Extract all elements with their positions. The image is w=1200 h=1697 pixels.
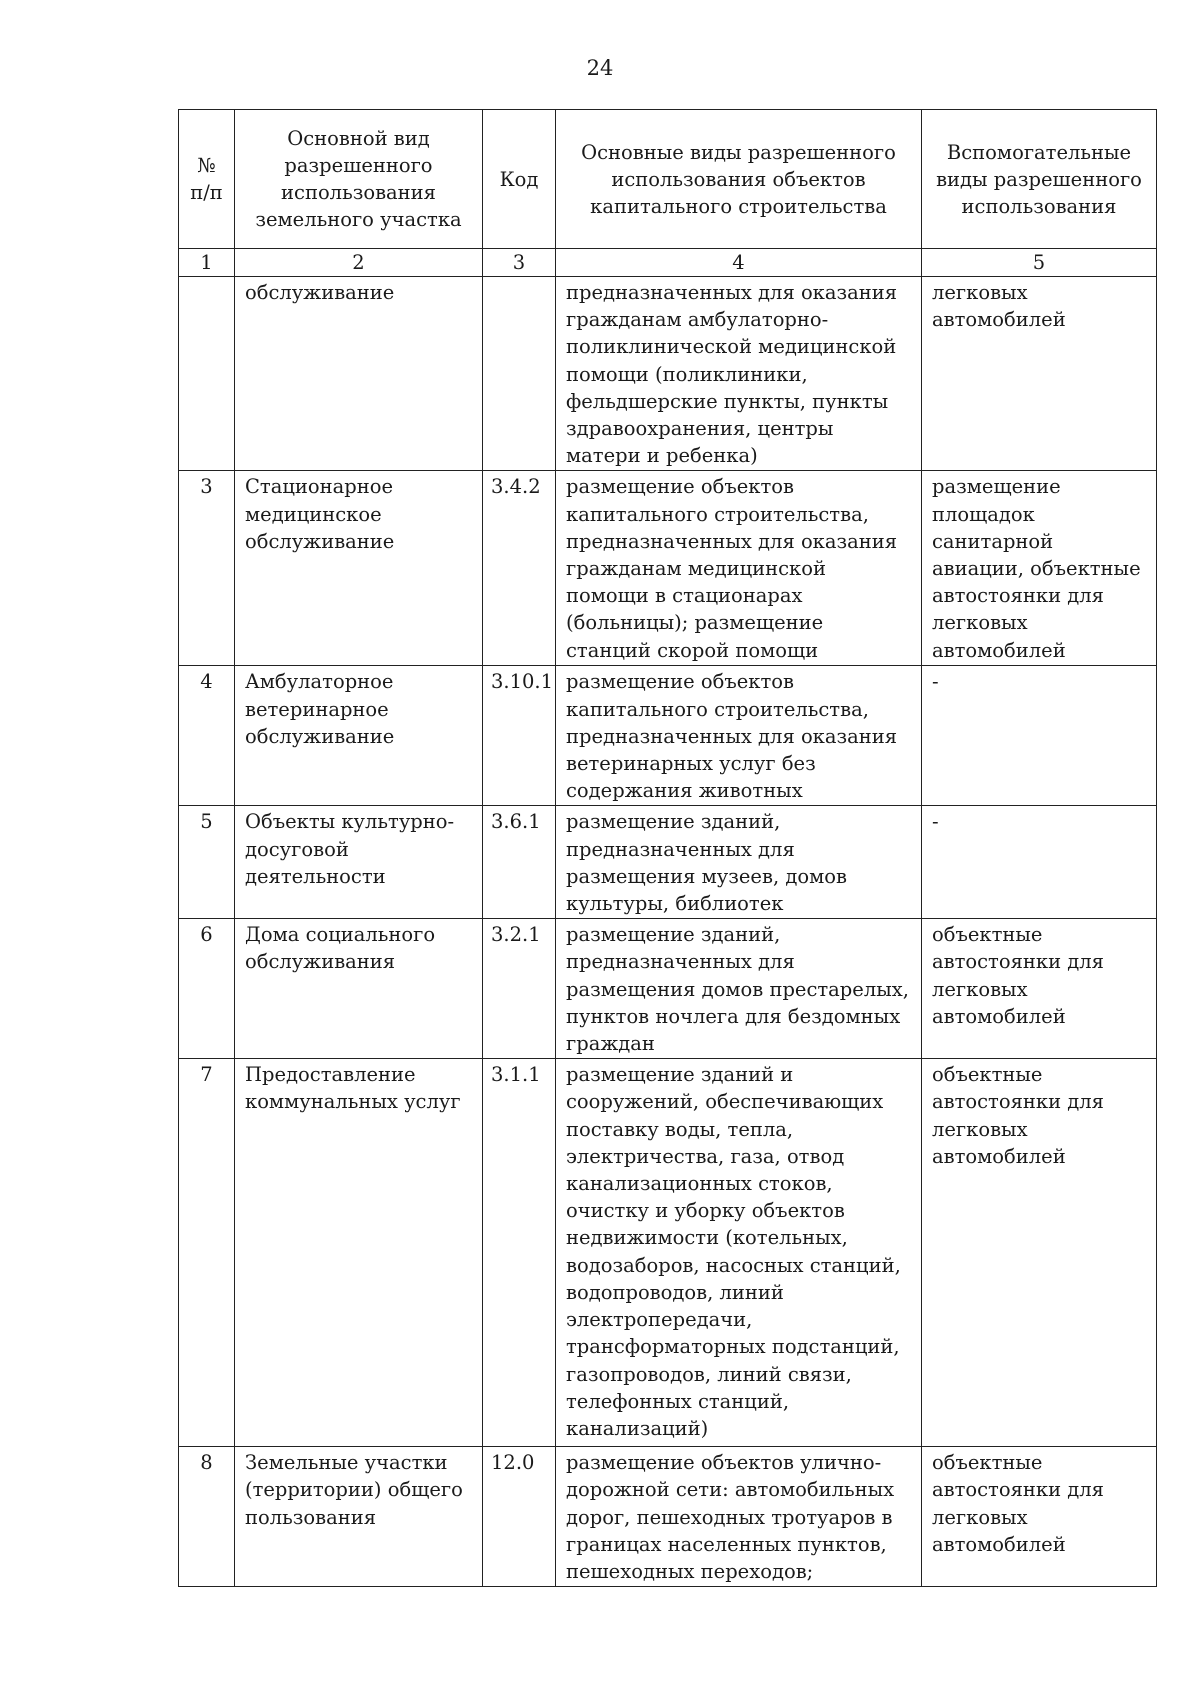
table-row: [179, 277, 1157, 471]
row-number: 6: [179, 919, 235, 1059]
row-aux-uses: объектные автостоянки для легковых автомобилей: [922, 919, 1157, 1059]
row-code: 3.6.1: [483, 806, 556, 919]
row-aux-uses: размещение площадок санитарной авиации, объектные автостоянки для легковых автомобилей: [922, 471, 1157, 666]
row-type: обслуживание: [235, 277, 483, 471]
row-main-uses: размещение объектов капитального строительства, предназначенных для оказания гражданам медицинской помощи в стационарах (больницы); размещение станций скорой помощи: [556, 471, 922, 666]
row-code: 12.0: [483, 1447, 556, 1587]
row-main-uses: размещение зданий и сооружений, обеспечивающих поставку воды, тепла, электричества, газа, отвод канализационных стоков, очистку и уборку объектов недвижимости (котельных, водозаборов, насосных станций, водопроводов, линий электропередачи, трансформаторных подстанций, газопроводов, линий связи, телефонных станций, канализаций): [556, 1059, 922, 1447]
row-code: 3.10.1: [483, 666, 556, 806]
row-type: Стационарное медицинское обслуживание: [235, 471, 483, 666]
table-row: [179, 806, 1157, 919]
row-number: 8: [179, 1447, 235, 1587]
row-code: [483, 277, 556, 471]
row-number: 3: [179, 471, 235, 666]
row-aux-uses: -: [922, 806, 1157, 919]
header-row: [179, 110, 1157, 249]
row-number: [179, 277, 235, 471]
row-code: 3.4.2: [483, 471, 556, 666]
page-number: 24: [586, 56, 614, 80]
table-row: [179, 666, 1157, 806]
table-row: [179, 471, 1157, 666]
row-number: 4: [179, 666, 235, 806]
table-row: [179, 919, 1157, 1059]
row-number: 5: [179, 806, 235, 919]
row-number: 7: [179, 1059, 235, 1447]
row-code: 3.2.1: [483, 919, 556, 1059]
row-type: Дома социального обслуживания: [235, 919, 483, 1059]
header-main: Основные виды разрешенного использования объектов капитального строительства: [556, 110, 922, 249]
header-type: Основной вид разрешенного использования земельного участка: [235, 110, 483, 249]
row-main-uses: размещение объектов улично-дорожной сети: автомобильных дорог, пешеходных тротуаров в границах населенных пунктов, пешеходных переходов;: [556, 1447, 922, 1587]
row-type: Земельные участки (территории) общего пользования: [235, 1447, 483, 1587]
column-number: 1: [179, 249, 235, 277]
row-code: 3.1.1: [483, 1059, 556, 1447]
header-num: № п/п: [179, 110, 235, 249]
column-number: 5: [922, 249, 1157, 277]
zoning-table: [178, 109, 1157, 1587]
row-main-uses: предназначенных для оказания гражданам амбулаторно-поликлинической медицинской помощи (поликлиники, фельдшерские пункты, пункты здравоохранения, центры матери и ребенка): [556, 277, 922, 471]
row-main-uses: размещение зданий, предназначенных для размещения музеев, домов культуры, библиотек: [556, 806, 922, 919]
column-number: 3: [483, 249, 556, 277]
table-row: [179, 1447, 1157, 1587]
table-row: [179, 1059, 1157, 1447]
row-main-uses: размещение объектов капитального строительства, предназначенных для оказания ветеринарных услуг без содержания животных: [556, 666, 922, 806]
row-aux-uses: -: [922, 666, 1157, 806]
header-aux: Вспомогательные виды разрешенного использования: [922, 110, 1157, 249]
row-aux-uses: объектные автостоянки для легковых автомобилей: [922, 1059, 1157, 1447]
row-main-uses: размещение зданий, предназначенных для размещения домов престарелых, пунктов ночлега для бездомных граждан: [556, 919, 922, 1059]
column-number: 4: [556, 249, 922, 277]
row-aux-uses: объектные автостоянки для легковых автомобилей: [922, 1447, 1157, 1587]
row-type: Объекты культурно-досуговой деятельности: [235, 806, 483, 919]
column-number: 2: [235, 249, 483, 277]
column-number-row: [179, 249, 1157, 277]
header-code: Код: [483, 110, 556, 249]
row-type: Амбулаторное ветеринарное обслуживание: [235, 666, 483, 806]
row-aux-uses: легковых автомобилей: [922, 277, 1157, 471]
row-type: Предоставление коммунальных услуг: [235, 1059, 483, 1447]
